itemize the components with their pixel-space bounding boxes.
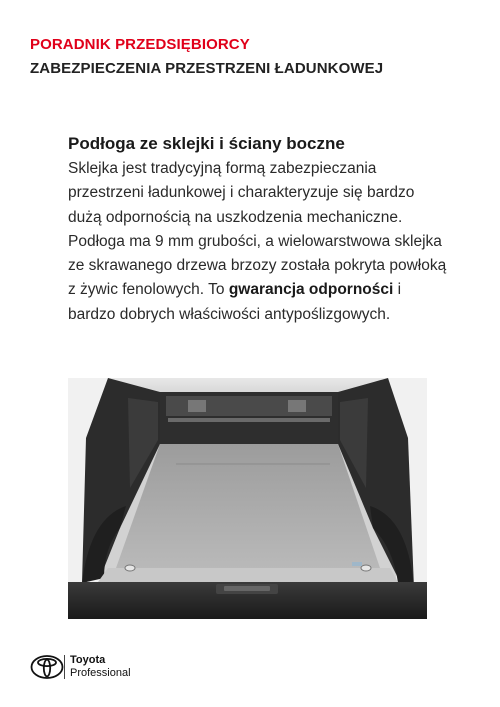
brand-name: Toyota [70,654,106,666]
cargo-area-illustration [68,378,427,619]
guide-title: PORADNIK PRZEDSIĘBIORCY [30,36,250,53]
article-body-emphasis: gwarancja odporności [228,281,394,299]
brand-divider [64,655,65,679]
article-body-start: Sklejka jest tradycyjną formą zabezpieczania przestrzeni ładunkowej i charakteryzuje się bardzo dużą odpornością na uszkodzenia mechaniczne. Podłoga ma 9 mm grubości, a wielowarstwowa sklejka ze skrawanego drzewa brzozy została pokryta powłoką z żywic fenolowych. To [68,160,447,299]
cargo-area-photo [68,378,427,619]
article-heading: Podłoga ze sklejki i ściany boczne [68,134,345,153]
article-body-end: i bardzo dobrych właściwości antypoślizgowych. [68,281,402,323]
brand-subtitle: Professional [70,667,131,679]
toyota-logo-icon [30,654,64,680]
article [68,134,448,327]
article-body [68,157,448,327]
section-subtitle: ZABEZPIECZENIA PRZESTRZENI ŁADUNKOWEJ [30,60,384,77]
